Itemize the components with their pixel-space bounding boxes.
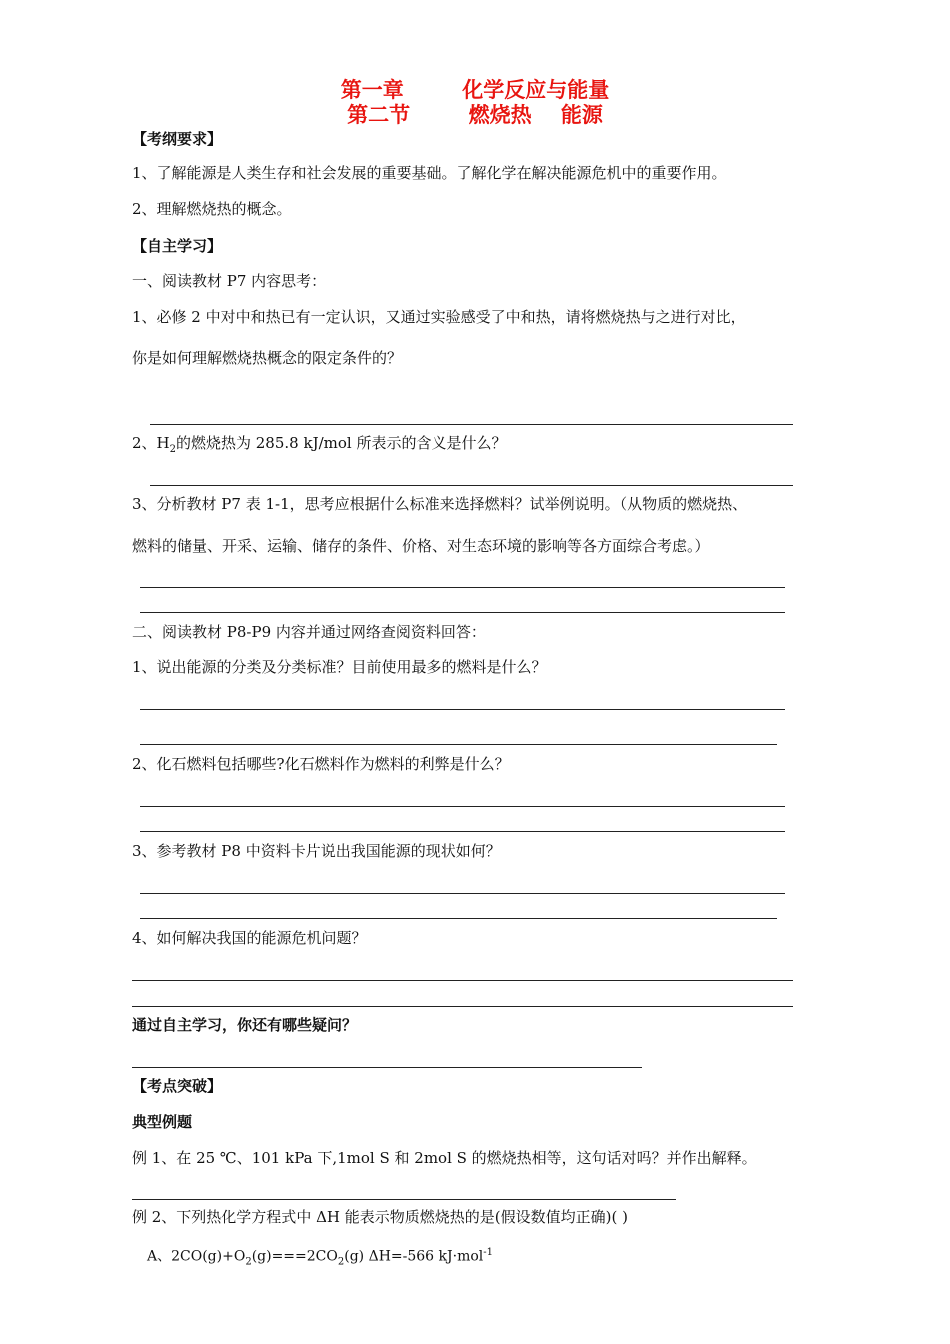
part2-question-1: 1、说出能源的分类及分类标准？目前使用最多的燃料是什么？	[132, 658, 547, 676]
answer-line[interactable]	[132, 1067, 642, 1068]
example-1: 例 1、在 25 ℃、101 kPa 下,1mol S 和 2mol S 的燃烧热相等，这句话对吗？并作出解释。	[132, 1149, 757, 1167]
part2-intro: 二、阅读教材 P8-P9 内容并通过网络查阅资料回答：	[132, 623, 486, 641]
requirement-2: 2、理解燃烧热的概念。	[132, 200, 292, 218]
part2-question-3: 3、参考教材 P8 中资料卡片说出我国能源的现状如何？	[132, 842, 501, 860]
example-2: 例 2、下列热化学方程式中 ΔH 能表示物质燃烧热的是(假设数值均正确)( )	[132, 1208, 628, 1226]
answer-line[interactable]	[140, 918, 777, 919]
chapter-title: 第一章 化学反应与能量	[340, 78, 610, 102]
answer-line[interactable]	[132, 1006, 793, 1007]
question-3-line-a: 3、分析教材 P7 表 1-1，思考应根据什么标准来选择燃料？试举例说明。（从物质的燃烧热、	[132, 495, 748, 513]
question-2: 2、$H_2$的燃烧热为 285.8 kJ/mol 所表示的含义是什么？	[132, 434, 507, 455]
option-a: A、$2CO(g)+O_2(g)===2CO_2(g)$ ΔH=-566 kJ·mol$^{-1}$	[147, 1247, 494, 1268]
part1-intro: 一、阅读教材 P7 内容思考：	[132, 272, 327, 290]
section-title: 第二节 燃烧热 能源	[347, 103, 603, 127]
question-1-line-b: 你是如何理解燃烧热概念的限定条件的？	[132, 349, 403, 367]
answer-line[interactable]	[140, 587, 785, 588]
heading-zizhu: 【自主学习】	[132, 237, 223, 255]
doubt-prompt: 通过自主学习，你还有哪些疑问？	[132, 1016, 358, 1034]
heading-dianxing: 典型例题	[132, 1113, 193, 1131]
heading-kaogang: 【考纲要求】	[132, 130, 223, 148]
answer-line[interactable]	[140, 709, 785, 710]
requirement-1: 1、了解能源是人类生存和社会发展的重要基础。了解化学在解决能源危机中的重要作用。	[132, 164, 727, 182]
answer-line[interactable]	[150, 424, 793, 425]
part2-question-2: 2、化石燃料包括哪些?化石燃料作为燃料的利弊是什么？	[132, 755, 510, 773]
answer-line[interactable]	[140, 612, 785, 613]
answer-line[interactable]	[132, 1199, 676, 1200]
answer-line[interactable]	[140, 744, 777, 745]
answer-line[interactable]	[140, 893, 785, 894]
question-3-line-b: 燃料的储量、开采、运输、储存的条件、价格、对生态环境的影响等各方面综合考虑。）	[132, 537, 710, 555]
question-1-line-a: 1、必修 2 中对中和热已有一定认识，又通过实验感受了中和热，请将燃烧热与之进行对比，	[132, 308, 746, 326]
answer-line[interactable]	[132, 980, 793, 981]
answer-line[interactable]	[150, 485, 793, 486]
answer-line[interactable]	[140, 806, 785, 807]
heading-kaodian: 【考点突破】	[132, 1077, 223, 1095]
part2-question-4: 4、如何解决我国的能源危机问题？	[132, 929, 367, 947]
answer-line[interactable]	[140, 831, 785, 832]
